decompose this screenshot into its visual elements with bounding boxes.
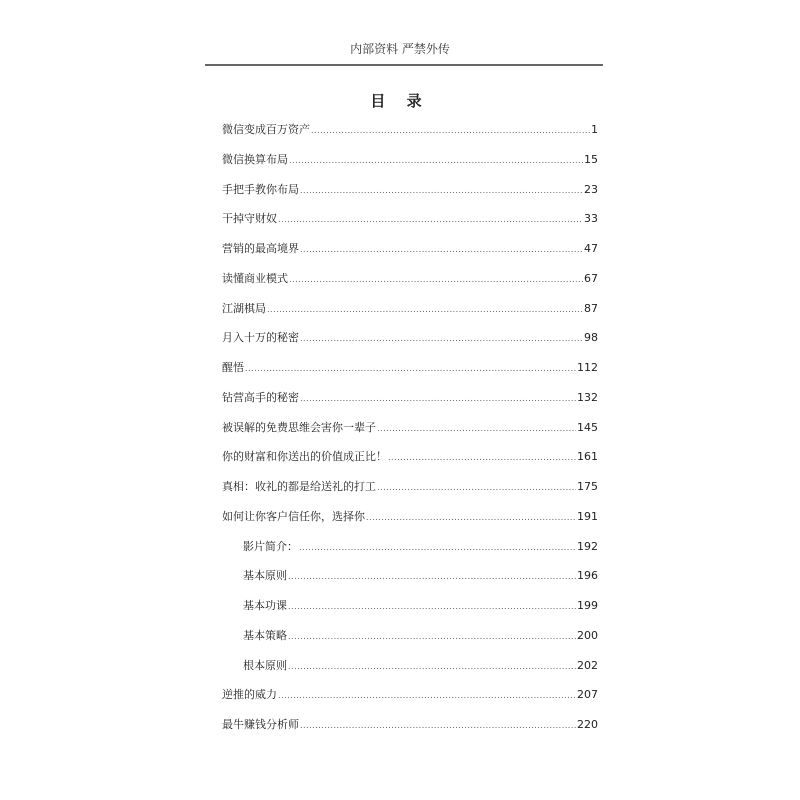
toc-leader-dots xyxy=(288,602,576,611)
toc-entry-page: 207 xyxy=(577,688,598,702)
toc-leader-dots xyxy=(300,394,576,403)
toc-leader-dots xyxy=(311,126,590,135)
toc-entry-label: 影片简介： xyxy=(243,539,298,553)
toc-leader-dots xyxy=(377,483,576,492)
toc-leader-dots xyxy=(289,275,583,284)
toc-entry[interactable] xyxy=(222,716,598,746)
toc-leader-dots xyxy=(377,424,576,433)
toc-entry-label: 微信换算布局 xyxy=(222,152,288,166)
toc-entry-label: 基本原则 xyxy=(243,569,287,583)
toc-entry[interactable] xyxy=(222,538,598,568)
toc-leader-dots xyxy=(288,662,576,671)
toc-entry-label: 真相：收礼的都是给送礼的打工 xyxy=(222,480,376,493)
toc-leader-dots xyxy=(278,691,576,700)
toc-entry[interactable] xyxy=(222,270,598,300)
toc-leader-dots xyxy=(300,186,583,195)
toc-entry-label: 醒悟 xyxy=(222,361,244,374)
toc-entry-page: 15 xyxy=(584,152,598,166)
toc-entry[interactable] xyxy=(222,478,598,508)
toc-entry-label: 手把手教你布局 xyxy=(222,182,299,196)
toc-entry-page: 98 xyxy=(584,331,598,345)
toc-entry[interactable] xyxy=(222,181,598,211)
toc-entry-label: 江湖棋局 xyxy=(222,301,266,315)
toc-leader-dots xyxy=(288,632,576,641)
toc-entry-page: 196 xyxy=(577,569,598,583)
page-header: 内部资料 严禁外传 xyxy=(350,42,450,56)
toc-leader-dots xyxy=(300,334,583,343)
toc-entry-label: 最牛赚钱分析师 xyxy=(222,718,299,731)
toc-leader-dots xyxy=(366,513,576,522)
toc-entry-page: 112 xyxy=(577,361,598,374)
toc-entry-page: 220 xyxy=(577,718,598,731)
toc-entry-label: 微信变成百万资产 xyxy=(222,123,310,136)
toc-entry[interactable] xyxy=(222,448,598,478)
toc-entry-label: 基本功课 xyxy=(243,599,287,612)
toc-entry[interactable] xyxy=(222,329,598,359)
toc-leader-dots xyxy=(289,156,583,165)
toc-entry-page: 191 xyxy=(577,509,598,523)
toc-entry-page: 200 xyxy=(577,628,598,642)
toc-leader-dots xyxy=(278,215,583,224)
toc-entry[interactable] xyxy=(222,210,598,240)
toc-leader-dots xyxy=(267,305,583,314)
toc-entry-page: 161 xyxy=(577,450,598,464)
toc-entry[interactable] xyxy=(222,419,598,449)
toc-leader-dots xyxy=(300,245,583,254)
toc-leader-dots xyxy=(288,572,576,581)
toc-entry[interactable] xyxy=(222,300,598,330)
toc-entry[interactable] xyxy=(222,597,598,627)
header-divider xyxy=(205,64,603,66)
toc-leader-dots xyxy=(388,453,576,462)
toc-entry-page: 67 xyxy=(584,271,598,285)
toc-entry[interactable] xyxy=(222,508,598,538)
toc-entry-page: 33 xyxy=(584,212,598,226)
toc-entry[interactable] xyxy=(222,657,598,687)
toc-entry-label: 你的财富和你送出的价值成正比！ xyxy=(222,450,387,464)
toc-entry-page: 202 xyxy=(577,658,598,672)
toc-entry-page: 199 xyxy=(577,599,598,612)
toc-entry-label: 根本原则 xyxy=(243,658,287,672)
toc-entry[interactable] xyxy=(222,686,598,716)
toc-entry-label: 基本策略 xyxy=(243,628,287,642)
toc-entry-label: 干掉守财奴 xyxy=(222,212,277,226)
toc-entry-label: 如何让你客户信任你，选择你 xyxy=(222,509,365,523)
toc-entry[interactable] xyxy=(222,389,598,419)
toc-entry-label: 月入十万的秘密 xyxy=(222,331,299,345)
toc-entry-page: 145 xyxy=(577,420,598,434)
toc-entry-label: 读懂商业模式 xyxy=(222,271,288,285)
toc-leader-dots xyxy=(299,543,576,552)
toc-entry[interactable] xyxy=(222,151,598,181)
toc-entry[interactable] xyxy=(222,627,598,657)
toc-entry-page: 175 xyxy=(577,480,598,493)
toc-entry-page: 47 xyxy=(584,242,598,255)
toc-entry[interactable] xyxy=(222,567,598,597)
toc-entry[interactable] xyxy=(222,240,598,270)
toc-leader-dots xyxy=(300,721,576,730)
toc-entry-label: 被误解的免费思维会害你一辈子 xyxy=(222,420,376,434)
toc-entry-page: 23 xyxy=(584,182,598,196)
toc-entry-page: 132 xyxy=(577,390,598,404)
table-of-contents xyxy=(222,121,598,746)
toc-entry-label: 逆推的威力 xyxy=(222,688,277,702)
toc-leader-dots xyxy=(245,364,576,373)
toc-entry[interactable] xyxy=(222,121,598,151)
toc-entry-page: 1 xyxy=(591,123,598,136)
toc-entry-label: 钻营高手的秘密 xyxy=(222,390,299,404)
toc-entry-page: 87 xyxy=(584,301,598,315)
toc-entry-label: 营销的最高境界 xyxy=(222,242,299,255)
toc-entry[interactable] xyxy=(222,359,598,389)
toc-entry-page: 192 xyxy=(577,539,598,553)
toc-title: 目 录 xyxy=(370,92,430,110)
